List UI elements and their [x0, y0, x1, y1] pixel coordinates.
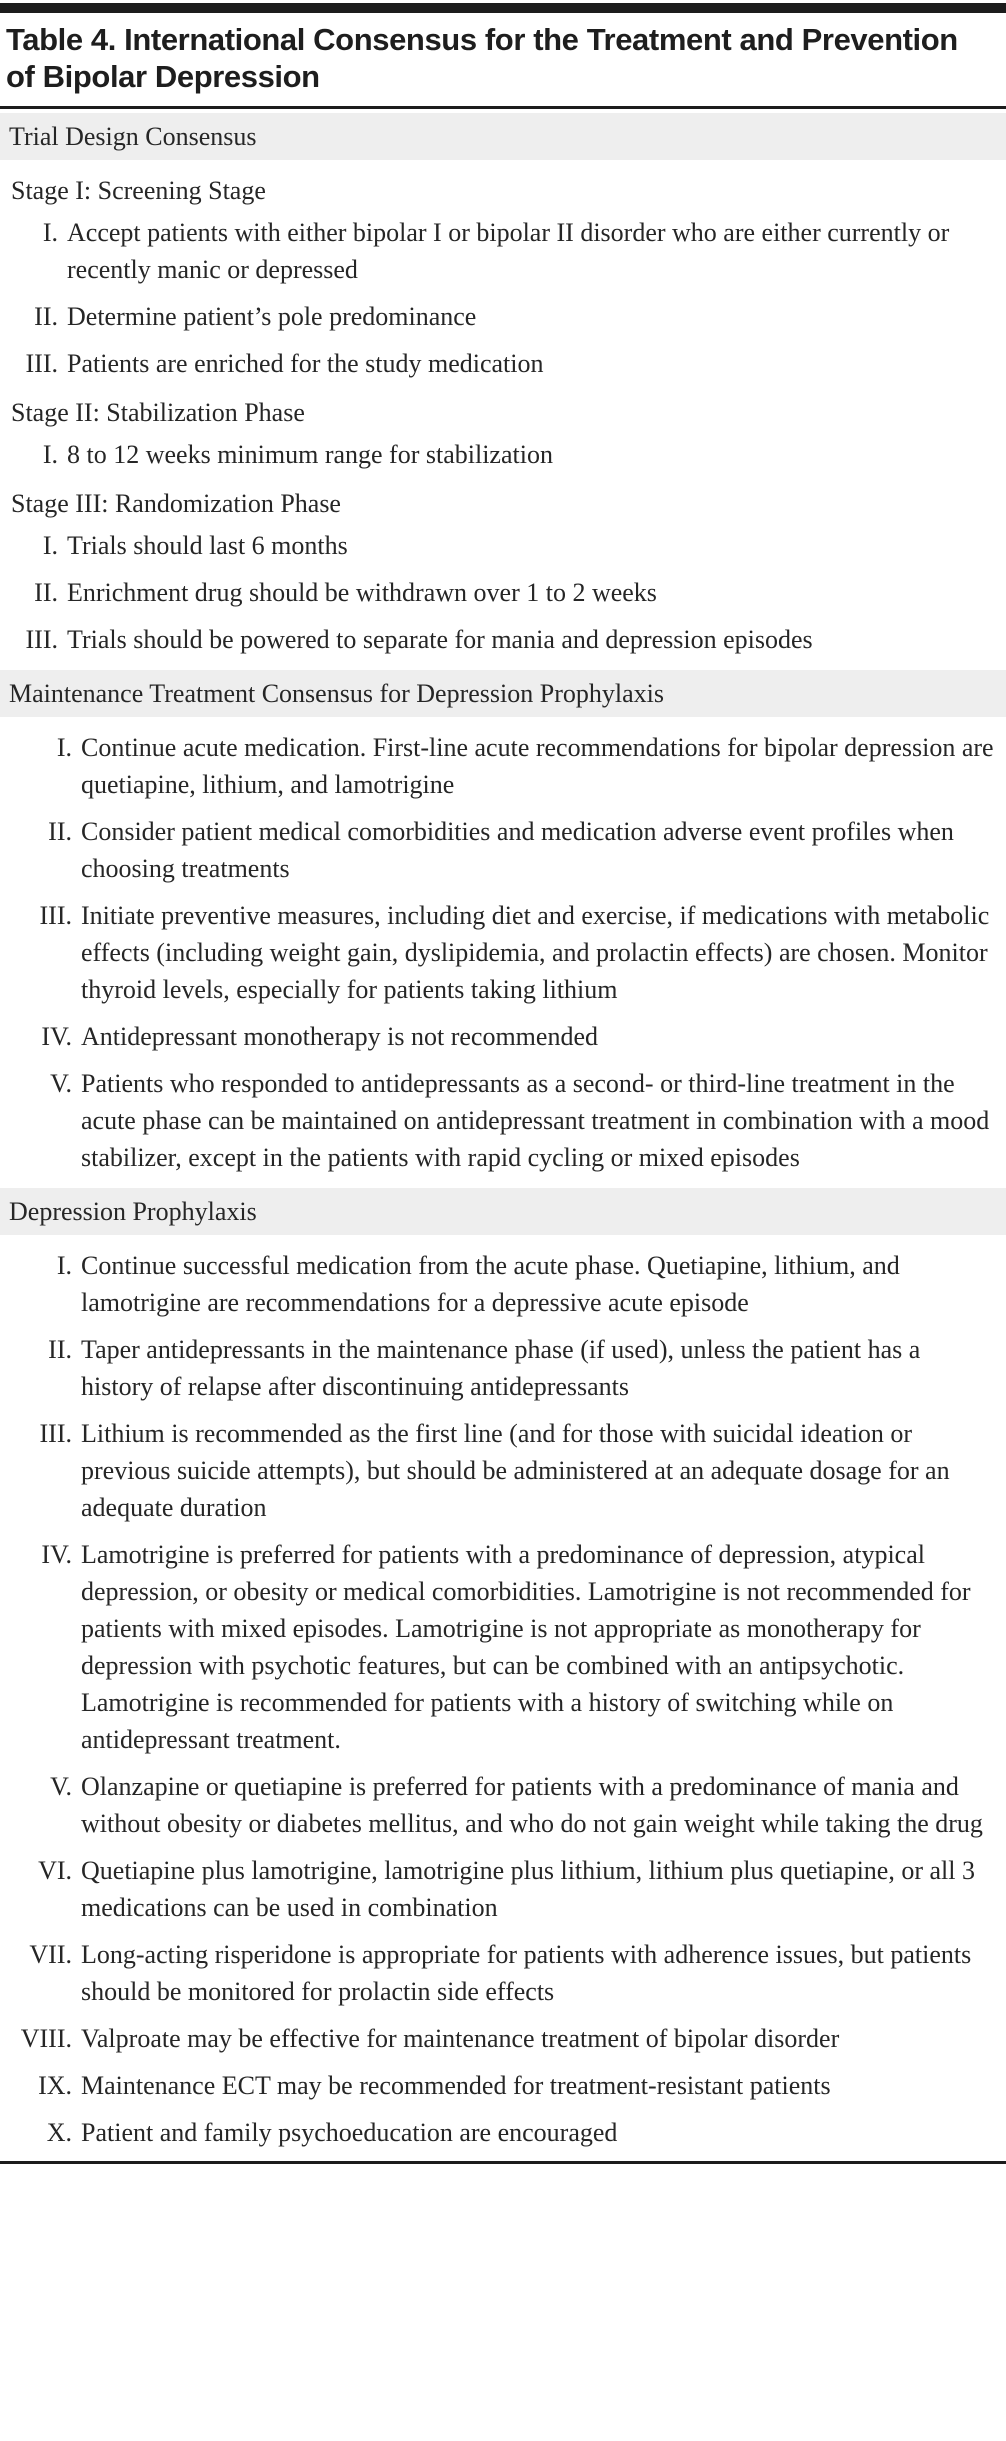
item-text: Determine patient’s pole predominance [67, 302, 477, 331]
item-numeral: I. [56, 733, 72, 762]
prophylaxis-list [0, 1247, 1006, 2151]
item-text: Quetiapine plus lamotrigine, lamotrigine plus lithium, lithium plus quetiapine, or all 3 medications can be used in combination [81, 1856, 975, 1922]
section-band-prophylaxis: Depression Prophylaxis [0, 1188, 1006, 1235]
list-item [0, 1852, 998, 1926]
item-numeral: III. [39, 1419, 72, 1448]
stage2-heading: Stage II: Stabilization Phase [11, 398, 305, 427]
list-item [0, 2067, 998, 2104]
stage2-list [0, 436, 1006, 473]
item-numeral: II. [34, 302, 58, 331]
item-text: Lamotrigine is preferred for patients with a predominance of depression, atypical depression, or obesity or medical comorbidities. Lamotrigine is not recommended for patients with mixed episodes. Lamotrigine is not appropriate as monotherapy for depression with psychotic features, but can be combined with an antipsychotic. Lamotrigine is recommended for patients with a history of switching while on antidepressant treatment. [81, 1540, 971, 1754]
list-item [0, 298, 998, 335]
list-item [0, 436, 998, 473]
stage3-heading: Stage III: Randomization Phase [11, 489, 341, 518]
item-text: Patients are enriched for the study medication [67, 349, 544, 378]
table-top-bar [0, 3, 1006, 13]
table-bottom-rule [0, 2161, 1006, 2164]
section-band-maintenance: Maintenance Treatment Consensus for Depression Prophylaxis [0, 670, 1006, 717]
list-item [0, 574, 998, 611]
item-numeral: VIII. [20, 2024, 72, 2053]
item-text: Maintenance ECT may be recommended for treatment-resistant patients [81, 2071, 831, 2100]
stage3-list [0, 527, 1006, 658]
item-text: Olanzapine or quetiapine is preferred for patients with a predominance of mania and without obesity or diabetes mellitus, and who do not gain weight while taking the drug [81, 1772, 983, 1838]
item-text: Antidepressant monotherapy is not recommended [81, 1022, 598, 1051]
list-item [0, 1536, 998, 1758]
list-item [0, 1415, 998, 1526]
list-item [0, 2020, 998, 2057]
list-item [0, 813, 998, 887]
item-numeral: I. [56, 1251, 72, 1280]
list-item [0, 729, 998, 803]
list-item [0, 621, 998, 658]
list-item [0, 1065, 998, 1176]
item-numeral: X. [46, 2118, 72, 2147]
item-numeral: V. [50, 1772, 72, 1801]
item-text: Patient and family psychoeducation are encouraged [81, 2118, 618, 2147]
maintenance-list [0, 729, 1006, 1176]
section-band-trial-design: Trial Design Consensus [0, 113, 1006, 160]
item-numeral: III. [25, 349, 58, 378]
table-title: Table 4. International Consensus for the Treatment and Prevention of Bipolar Depression [6, 22, 958, 94]
list-item [0, 214, 998, 288]
item-numeral: VI. [38, 1856, 72, 1885]
stage1-heading: Stage I: Screening Stage [11, 176, 266, 205]
list-item [0, 1247, 998, 1321]
list-item [0, 2114, 998, 2151]
list-item [0, 1936, 998, 2010]
item-text: Trials should last 6 months [67, 531, 348, 560]
item-numeral: I. [42, 440, 58, 469]
item-text: Initiate preventive measures, including diet and exercise, if medications with metabolic effects (including weight gain, dyslipidemia, and prolactin effects) are chosen. Monitor thyroid levels, especially for patients taking lithium [81, 901, 990, 1004]
item-text: Trials should be powered to separate for mania and depression episodes [67, 625, 813, 654]
list-item [0, 527, 998, 564]
item-numeral: VII. [29, 1940, 72, 1969]
item-numeral: II. [48, 1335, 72, 1364]
item-numeral: V. [50, 1069, 72, 1098]
list-item [0, 1768, 998, 1842]
item-text: Enrichment drug should be withdrawn over 1 to 2 weeks [67, 578, 657, 607]
item-numeral: IV. [41, 1022, 72, 1051]
list-item [0, 345, 998, 382]
title-divider-rule [0, 106, 1006, 109]
list-item [0, 1018, 998, 1055]
item-numeral: III. [39, 901, 72, 930]
item-numeral: II. [34, 578, 58, 607]
item-text: Long-acting risperidone is appropriate for patients with adherence issues, but patients should be monitored for prolactin side effects [81, 1940, 972, 2006]
item-numeral: II. [48, 817, 72, 846]
item-text: Consider patient medical comorbidities and medication adverse event profiles when choosing treatments [81, 817, 954, 883]
stage1-list [0, 214, 1006, 382]
item-numeral: IX. [38, 2071, 72, 2100]
list-item [0, 897, 998, 1008]
item-text: Accept patients with either bipolar I or bipolar II disorder who are either currently or recently manic or depressed [67, 218, 950, 284]
item-text: Patients who responded to antidepressants as a second- or third-line treatment in the acute phase can be maintained on antidepressant treatment in combination with a mood stabilizer, except in the patients with rapid cycling or mixed episodes [81, 1069, 990, 1172]
item-text: Continue successful medication from the acute phase. Quetiapine, lithium, and lamotrigine are recommendations for a depressive acute episode [81, 1251, 900, 1317]
item-numeral: I. [42, 531, 58, 560]
item-text: Taper antidepressants in the maintenance phase (if used), unless the patient has a history of relapse after discontinuing antidepressants [81, 1335, 921, 1401]
list-item [0, 1331, 998, 1405]
item-numeral: III. [25, 625, 58, 654]
item-numeral: IV. [41, 1540, 72, 1569]
item-text: Valproate may be effective for maintenance treatment of bipolar disorder [81, 2024, 840, 2053]
item-numeral: I. [42, 218, 58, 247]
item-text: Lithium is recommended as the first line (and for those with suicidal ideation or previous suicide attempts), but should be administered at an adequate dosage for an adequate duration [81, 1419, 950, 1522]
item-text: Continue acute medication. First-line acute recommendations for bipolar depression are quetiapine, lithium, and lamotrigine [81, 733, 994, 799]
item-text: 8 to 12 weeks minimum range for stabilization [67, 440, 553, 469]
